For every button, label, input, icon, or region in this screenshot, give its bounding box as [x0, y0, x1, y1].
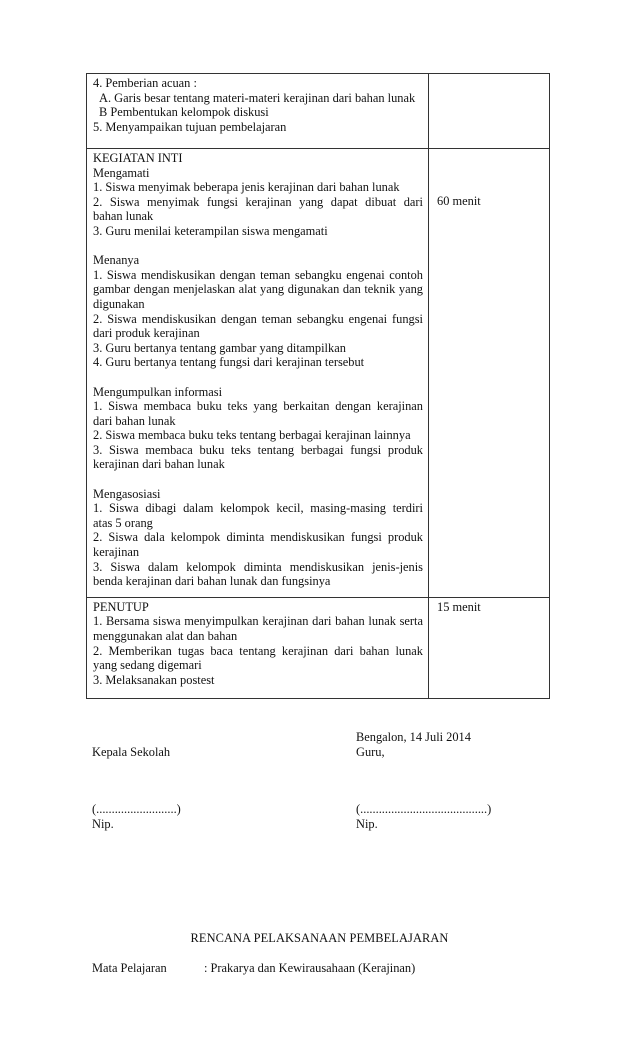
table-row-kegiatan-inti	[87, 149, 550, 598]
activity-line: 3. Guru bertanya tentang gambar yang ditampilkan	[93, 340, 346, 355]
subsection-title: Menanya	[93, 253, 140, 268]
section-heading: KEGIATAN INTI	[93, 151, 183, 165]
activity-line: 5. Menyampaikan tujuan pembelajaran	[93, 119, 287, 134]
duration-text: 15 menit	[437, 599, 481, 614]
activity-line: dari produk kerajinan	[93, 326, 200, 341]
activity-line: 1. Siswa menyimak beberapa jenis kerajinan dari bahan lunak	[93, 180, 400, 195]
lesson-activity-table	[86, 73, 550, 699]
activity-line: digunakan	[93, 296, 145, 311]
activity-cell	[87, 597, 429, 698]
activity-line: kerajinan	[93, 545, 140, 560]
activity-cell	[87, 74, 429, 149]
activity-line: kerajinan dari bahan lunak	[93, 457, 225, 472]
activity-line: 1. Siswa mendiskusikan dengan teman sebangku engenai contoh	[93, 267, 423, 282]
activity-line: 3. Guru menilai keterampilan siswa mengamati	[93, 223, 328, 238]
time-cell	[429, 597, 550, 698]
subsection-title: Mengumpulkan informasi	[93, 384, 223, 399]
table-row-penutup	[87, 597, 550, 698]
activity-line: 2. Siswa dala kelompok diminta mendiskusikan fungsi produk	[93, 530, 423, 545]
place-date: Bengalon, 14 Juli 2014	[356, 730, 471, 744]
table-row-opening	[87, 74, 550, 149]
activity-line: 1. Siswa dibagi dalam kelompok kecil, masing-masing terdiri	[93, 501, 423, 516]
activity-line: 2. Siswa menyimak fungsi kerajinan yang dapat dibuat dari	[93, 194, 423, 209]
activity-line: menggunakan alat dan bahan	[93, 629, 238, 643]
activity-line: bahan lunak	[93, 209, 154, 224]
activity-line: atas 5 orang	[93, 515, 153, 530]
activity-line: 2. Siswa mendiskusikan dengan teman sebangku engenai fungsi	[93, 311, 423, 326]
activity-line: 1. Bersama siswa menyimpulkan kerajinan dari bahan lunak serta	[93, 614, 423, 629]
activity-line: dari bahan lunak	[93, 413, 176, 428]
teacher-role: Guru,	[356, 745, 385, 759]
teacher-signature-line: (.........................................)	[356, 802, 492, 816]
activity-line: 2. Memberikan tugas baca tentang kerajinan dari bahan lunak	[93, 643, 423, 658]
activity-cell	[87, 149, 429, 598]
section-heading: PENUTUP	[93, 599, 149, 614]
document-title: RENCANA PELAKSANAAN PEMBELAJARAN	[190, 931, 449, 945]
activity-line: 3. Siswa dalam kelompok diminta mendiskusikan jenis-jenis	[93, 559, 423, 574]
activity-line: 3. Melaksanakan postest	[93, 672, 215, 687]
activity-line: gambar dengan menjelaskan alat yang digunakan dan teknik yang	[93, 282, 423, 297]
time-cell	[429, 149, 550, 598]
activity-line: 1. Siswa membaca buku teks yang berkaitan dengan kerajinan	[93, 399, 423, 414]
teacher-nip: Nip.	[356, 817, 378, 831]
activity-line: A. Garis besar tentang materi-materi kerajinan dari bahan lunak	[99, 90, 416, 105]
principal-nip: Nip.	[92, 817, 114, 831]
principal-signature-line: (..........................)	[92, 802, 181, 816]
subject-label: Mata Pelajaran	[92, 961, 167, 975]
subject-value: : Prakarya dan Kewirausahaan (Kerajinan)	[204, 961, 416, 975]
subsection-title: Mengamati	[93, 165, 150, 180]
activity-line: 2. Siswa membaca buku teks tentang berbagai kerajinan lainnya	[93, 428, 411, 443]
duration-text: 60 menit	[437, 194, 481, 208]
activity-line: benda kerajinan dari bahan lunak dan fungsinya	[93, 574, 331, 589]
subsection-title: Mengasosiasi	[93, 486, 161, 501]
principal-role: Kepala Sekolah	[92, 745, 171, 759]
activity-line: 3. Siswa membaca buku teks tentang berbagai fungsi produk	[93, 442, 423, 457]
time-cell	[429, 74, 550, 149]
activity-line: yang sedang digemari	[93, 658, 202, 673]
activity-line: B Pembentukan kelompok diskusi	[99, 105, 269, 120]
activity-line: 4. Pemberian acuan :	[93, 76, 197, 90]
activity-line: 4. Guru bertanya tentang fungsi dari kerajinan tersebut	[93, 355, 365, 370]
